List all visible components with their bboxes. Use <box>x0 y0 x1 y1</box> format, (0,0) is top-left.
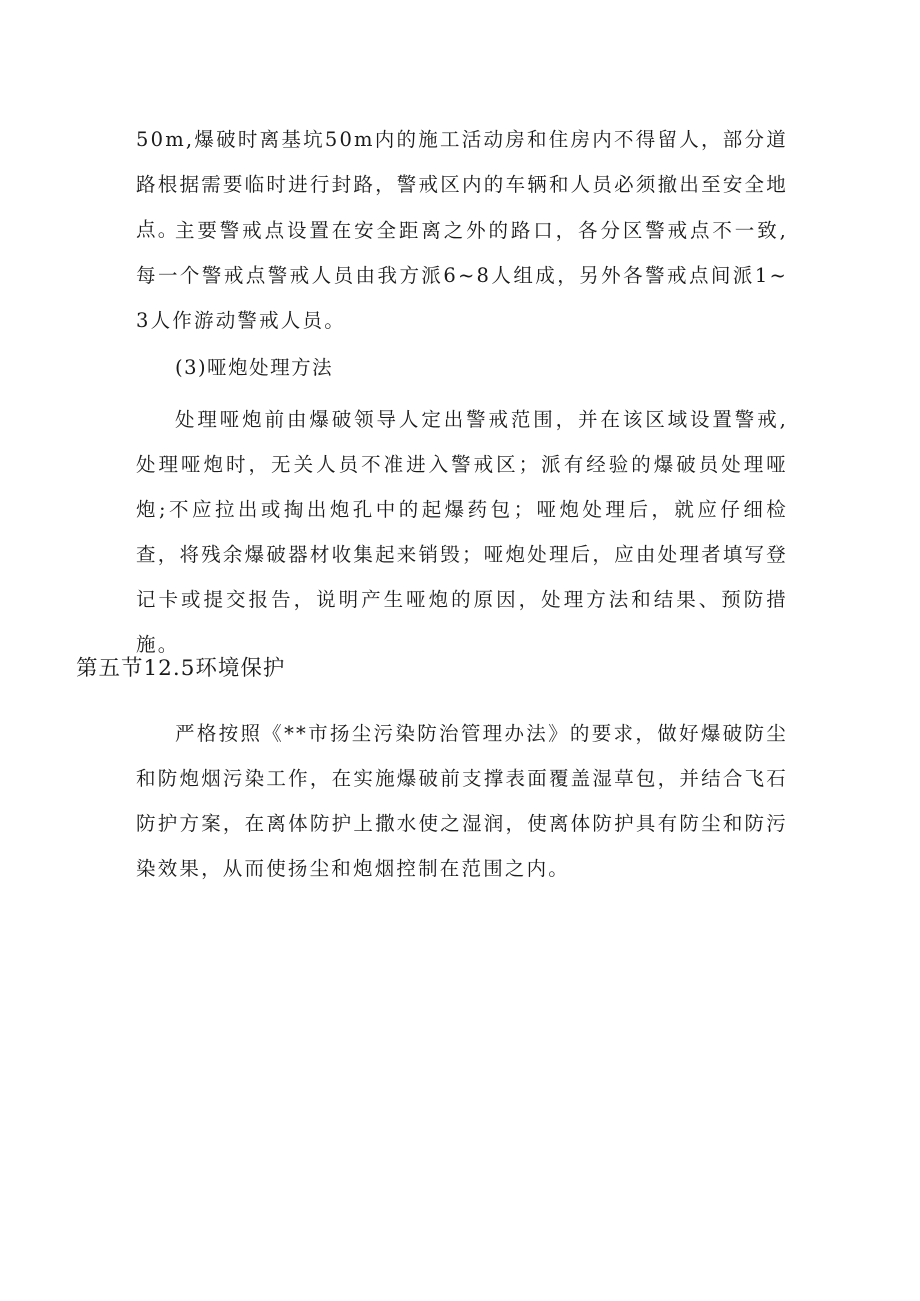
paragraph-warning-points: 主要警戒点设置在安全距离之外的路口，各分区警戒点不一致,每一个警戒点警戒人员由我方派6~8人组成，另外各警戒点间派1~3人作游动警戒人员。 <box>136 219 788 332</box>
paragraph-dust-control: 严格按照《**市扬尘污染防治管理办法》的要求，做好爆破防尘和防炮烟污染工作，在实施爆破前支撑表面覆盖湿草包，并结合飞石防护方案，在离体防护上撒水使之湿润，使离体防护具有防尘和防污染效果，从而使扬尘和炮烟控制在范围之内。 <box>136 722 788 880</box>
paragraph-evacuation: 50m,爆破时离基坑50m内的施工活动房和住房内不得留人，部分道路根据需要临时进行封路，警戒区内的车辆和人员必须撤出至安全地点。 <box>136 128 788 241</box>
paragraph-misfire-procedure: 处理哑炮前由爆破领导人定出警戒范围，并在该区域设置警戒,处理哑炮时，无关人员不准进入警戒区；派有经验的爆破员处理哑炮;不应拉出或掏出炮孔中的起爆药包；哑炮处理后，就应仔细检查，将残余爆破器材收集起来销毁；哑炮处理后，应由处理者填写登记卡或提交报告，说明产生哑炮的原因，处理方法和结果、预防措施。 <box>136 408 788 656</box>
section-heading-environmental-protection: 第五节12.5环境保护 <box>76 656 286 681</box>
subheading-misfire-handling: (3)哑炮处理方法 <box>175 356 334 379</box>
